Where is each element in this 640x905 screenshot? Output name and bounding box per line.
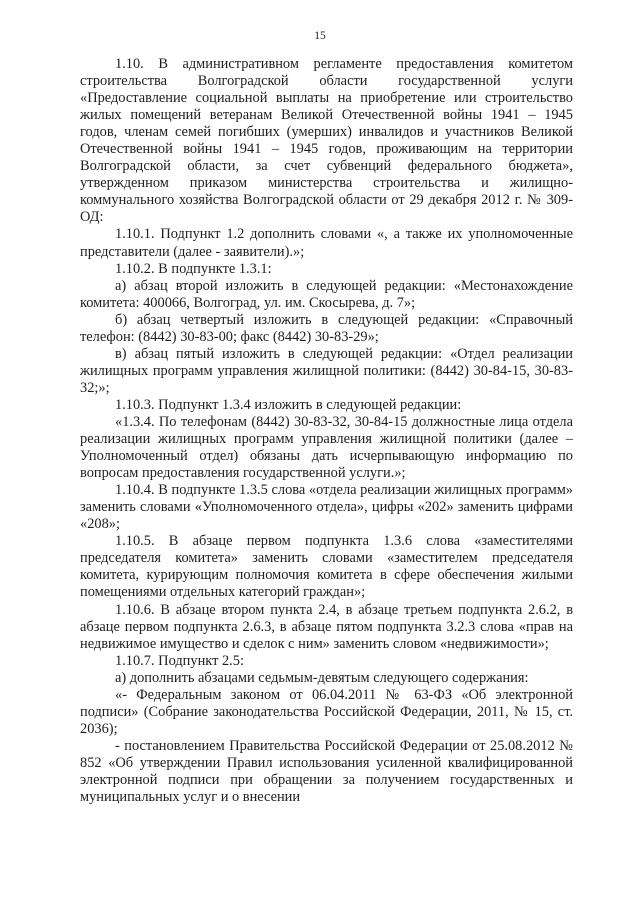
paragraph: а) дополнить абзацами седьмым-девятым следующего содержания:: [115, 669, 529, 686]
paragraph: «1.3.4. По телефонам (8442) 30-83-32, 30-84-15 должностные лица отдела реализации жилищных программ управления жилищной политики (далее – Уполномоченный отдел) обязаны дать исчерпывающую информацию по вопросам предоставления государственной услуги.»;: [80, 413, 573, 482]
paragraph: 1.10. В административном регламенте предоставления комитетом строительства Волгоградской области государственной услуги «Предоставление социальной выплаты на приобретение или строительство жилых помещений ветеранам Великой Отечественной войны 1941 – 1945 годов, членам семей погибших (умерших) инвалидов и участников Великой Отечественной войны 1941 – 1945 годов, проживающим на территории Волгоградской области, за счет субвенций федерального бюджета», утвержденном приказом министерства строительства и жилищно-коммунального хозяйства Волгоградской области от 29 декабря 2012 г. № 309-ОД:: [80, 56, 573, 226]
paragraph: 1.10.7. Подпункт 2.5:: [115, 652, 244, 669]
paragraph: 1.10.3. Подпункт 1.3.4 изложить в следующей редакции:: [115, 396, 462, 413]
paragraph: в) абзац пятый изложить в следующей редакции: «Отдел реализации жилищных программ управления жилищной политики: (8442) 30-84-15, 30-83-32;»;: [80, 345, 573, 396]
paragraph: 1.10.2. В подпункте 1.3.1:: [115, 260, 272, 277]
paragraph: б) абзац четвертый изложить в следующей редакции: «Справочный телефон: (8442) 30-83-00; факс (8442) 30-83-29»;: [80, 311, 573, 345]
paragraph: - постановлением Правительства Российской Федерации от 25.08.2012 № 852 «Об утверждении Правил использования усиленной квалифицированной электронной подписи при обращении за получением государственных и муниципальных услуг и о внесении: [80, 737, 573, 806]
paragraph: 1.10.4. В подпункте 1.3.5 слова «отдела реализации жилищных программ» заменить словами «Уполномоченного отдела», цифры «202» заменить цифрами «208»;: [80, 482, 573, 533]
document-body: [80, 56, 573, 806]
paragraph: «- Федеральным законом от 06.04.2011 № 63-ФЗ «Об электронной подписи» (Собрание законодательства Российской Федерации, 2011, № 15, ст. 2036);: [80, 686, 573, 737]
paragraph: 1.10.1. Подпункт 1.2 дополнить словами «, а также их уполномоченные представители (далее - заявители).»;: [80, 226, 573, 260]
paragraph: а) абзац второй изложить в следующей редакции: «Местонахождение комитета: 400066, Волгоград, ул. им. Скосырева, д. 7»;: [80, 277, 573, 311]
paragraph: 1.10.6. В абзаце втором пункта 2.4, в абзаце третьем подпункта 2.6.2, в абзаце первом подпункта 2.6.3, в абзаце пятом подпункта 3.2.3 слова «прав на недвижимое имущество и сделок с ним» заменить словом «недвижимости»;: [80, 601, 573, 652]
page-number: 15: [314, 30, 326, 42]
paragraph: 1.10.5. В абзаце первом подпункта 1.3.6 слова «заместителями председателя комитета» заменить словами «заместителем председателя комитета, курирующим полномочия комитета в сфере обеспечения жилыми помещениями отдельных категорий граждан»;: [80, 533, 573, 601]
